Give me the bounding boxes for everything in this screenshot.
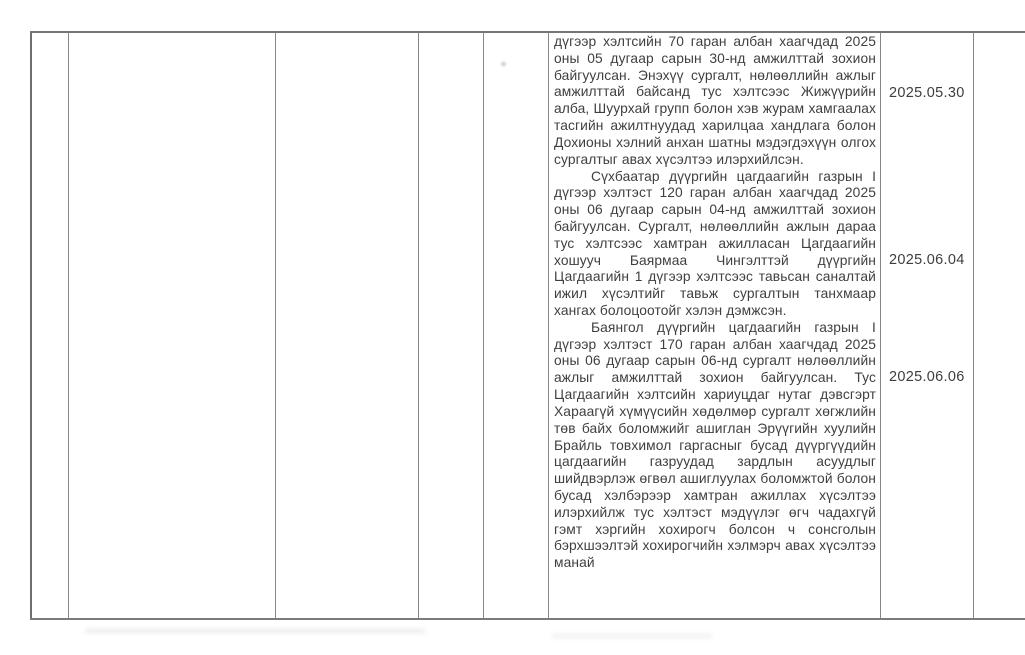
scan-smudge-right [552,634,712,638]
document-table [30,31,1025,620]
date-value-1: 2025.05.30 [889,85,965,101]
table-cell-empty-5 [483,33,548,618]
table-cell-empty-1 [30,33,68,618]
table-cell-empty-3 [275,33,418,618]
scan-smudge-left [85,629,425,633]
table-cell-dates [880,33,973,618]
paragraph-bayangol-june06: Баянгол дүүргийн цагдаагийн газрын I дүгээр хэлтэст 170 гаран албан хаагчдад 2025 оны 06 дугаар сарын 06-нд сургалт нөлөөллийн ажлыг амжилттай зохион байгуулсан. Тус Цагдаагийн хэлтсийн хариуцдаг нутаг дэвсгэрт Хараагүй хүмүүсийн хөдөлмөр сургалт хөгжлийн төв байх боломжийг ашиглан Эрүүгийн хуулийн Брайль товхимол гаргасныг бусад дүүргүүдийн цагдаагийн газруудад зардлын асуудлыг шийдвэрлэж өгвөл ашиглуулах боломжтой болон бусад хэлбэрээр хамтран ажиллах хүсэлтээ илэрхийлж тус хэлтэст мэдүүлэг өгч чадахгүй гэмт хэргийн хохирогч болсон ч сонсголын бэрхшээлтэй хохирогчийн хэлмэрч авах хүсэлтээ манай [554,319,876,571]
table-cell-empty-2 [68,33,275,618]
table-cell-activity-text [548,33,880,618]
activity-text-flow [554,34,876,572]
date-value-3: 2025.06.06 [889,369,965,385]
date-value-2: 2025.06.04 [889,252,965,268]
table-cell-empty-right [973,33,1025,618]
table-cell-empty-4 [418,33,483,618]
scan-noise-speck [501,62,506,66]
paragraph-sukhbaatar-june04: Сүхбаатар дүүргийн цагдаагийн газрын I дүгээр хэлтэст 120 гаран албан хаагчдад 2025 оны 06 дугаар сарын 04-нд амжилттай зохион байгуулсан. Сургалт, нөлөөллийн ажлын дараа тус хэлтсээс хамтран ажилласан Цагдаагийн хошууч Баярмаа Чингэлттэй дүүргийн Цагдаагийн 1 дүгээр хэлтсээс тавьсан саналтай ижил хүсэлтийг тавьж сургалтын танхмаар хангах болоцоотойг хэлэн дэмжсэн. [554,168,876,318]
paragraph-training-may30: дүгээр хэлтсийн 70 гаран албан хаагчдад 2025 оны 05 дугаар сарын 30-нд амжилттай зохион байгуулсан. Энэхүү сургалт, нөлөөллийн ажлыг амжилттай байсанд тус хэлтсээс Жижүүрийн алба, Шуурхай групп болон хэв журам хамгаалах тасгийн ажилтнуудад харилцаа хандлага болон Дохионы хэлний анхан шатны мэдэгдэхүүн олгох сургалтыг авах хүсэлтээ илэрхийлсэн. [554,34,876,167]
